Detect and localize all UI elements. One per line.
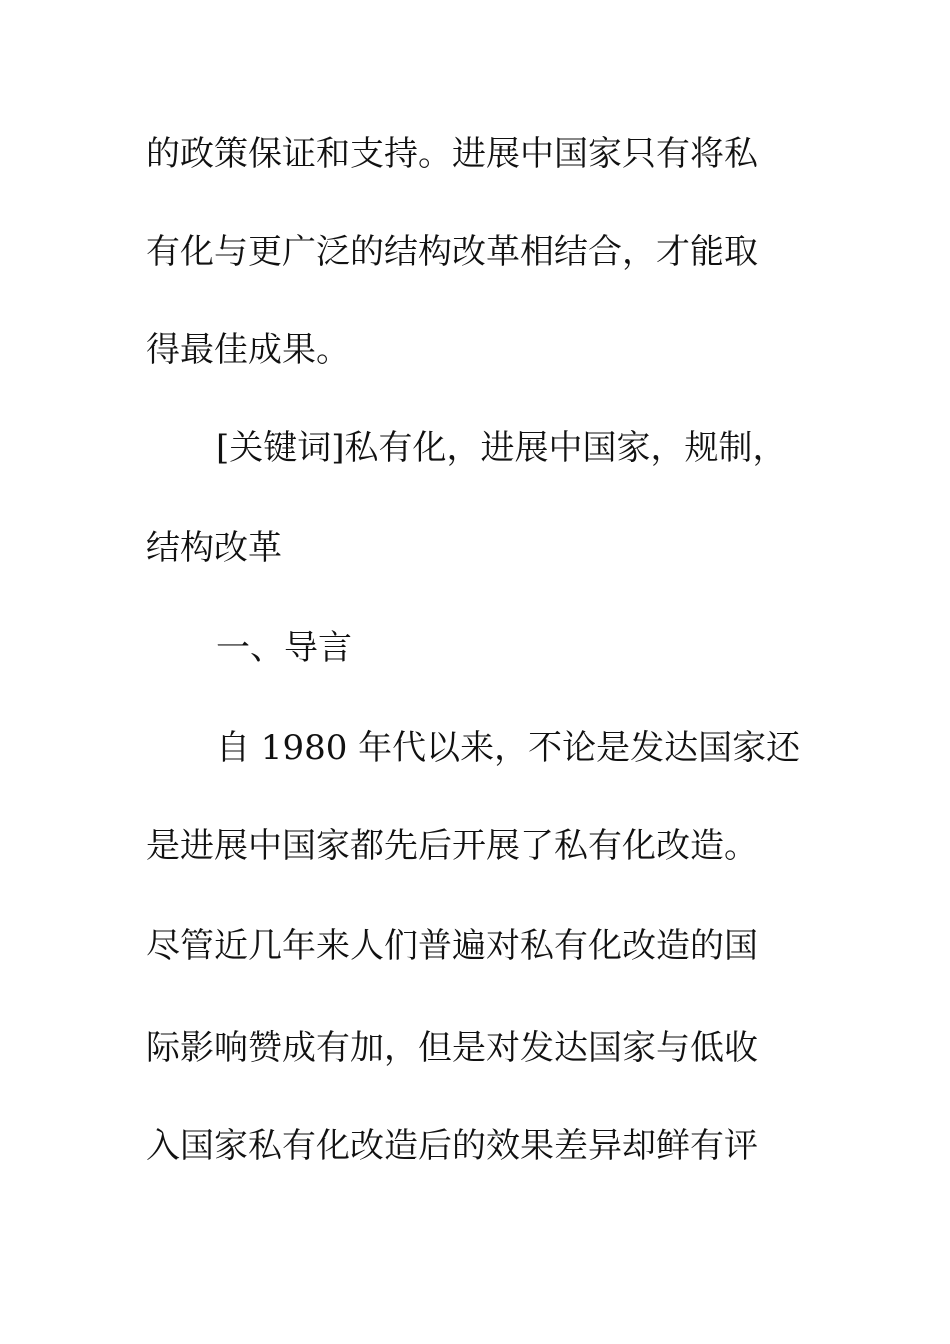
keywords-line: 结构改革 — [146, 528, 282, 568]
text-line: 的政策保证和支持。进展中国家只有将私 — [146, 134, 758, 174]
text-line: 得最佳成果。 — [146, 330, 350, 370]
text-line: 际影响赞成有加，但是对发达国家与低收 — [146, 1028, 758, 1068]
section-heading: 一、导言 — [216, 628, 352, 668]
text-line: 入国家私有化改造后的效果差异却鲜有评 — [146, 1126, 758, 1166]
keywords-line: [关键词]私有化，进展中国家，规制， — [216, 428, 787, 468]
text-line: 自 1980 年代以来，不论是发达国家还 — [216, 728, 801, 768]
text-line: 有化与更广泛的结构改革相结合，才能取 — [146, 232, 758, 272]
text-line: 是进展中国家都先后开展了私有化改造。 — [146, 826, 758, 866]
text-line: 尽管近几年来人们普遍对私有化改造的国 — [146, 926, 758, 966]
